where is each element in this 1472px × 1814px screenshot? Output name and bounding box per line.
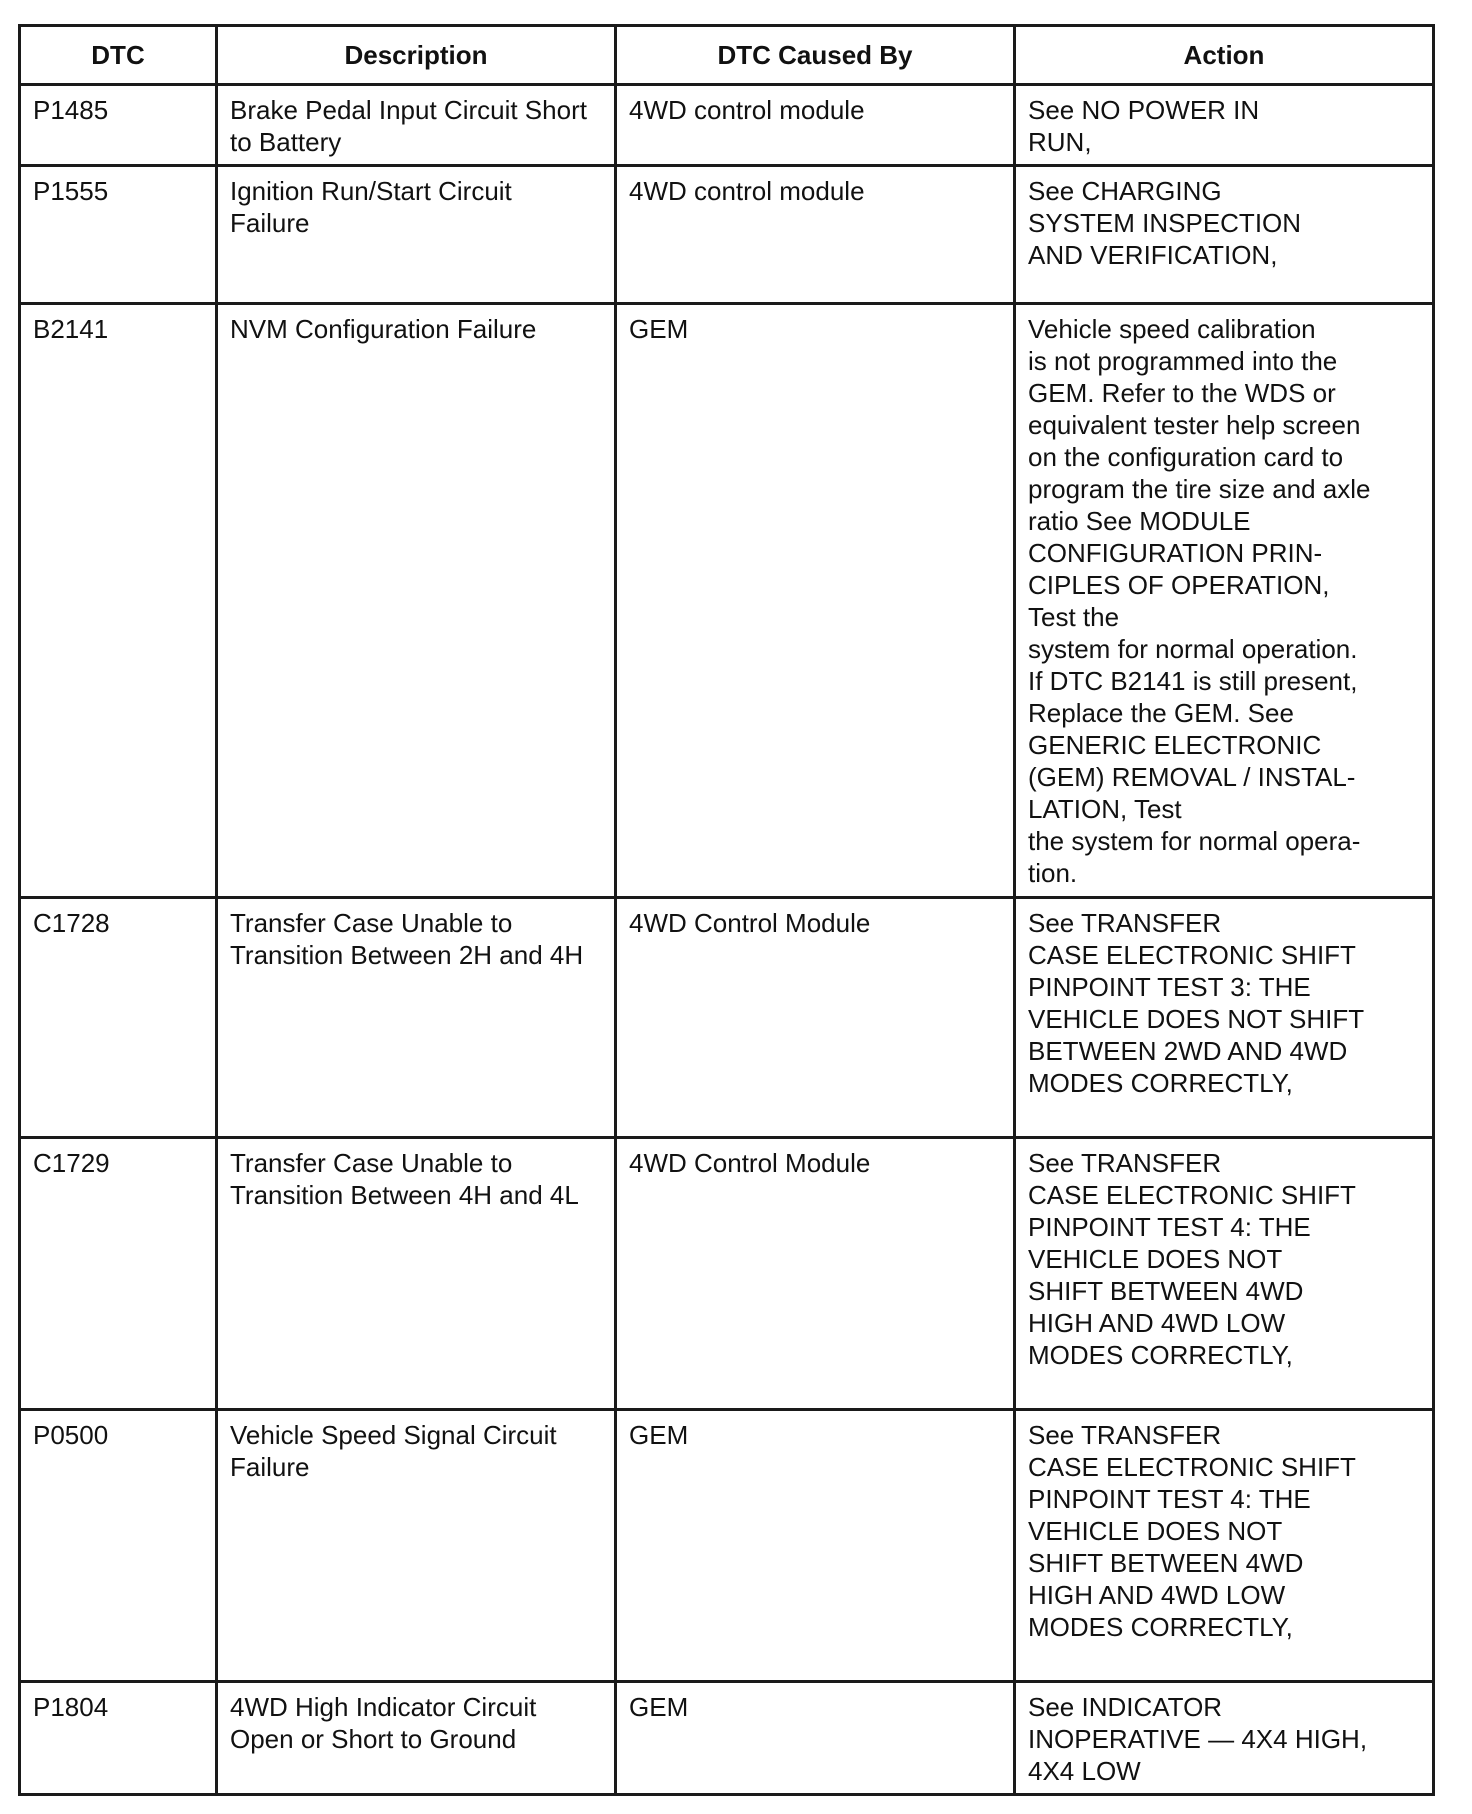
- dtc-action: See INDICATOR INOPERATIVE — 4X4 HIGH, 4X4 LOW: [1015, 1682, 1434, 1795]
- dtc-description: Brake Pedal Input Circuit Short to Battery: [217, 85, 616, 166]
- dtc-description: Ignition Run/Start Circuit Failure: [217, 166, 616, 304]
- table-row: [20, 166, 1434, 304]
- dtc-action: See TRANSFER CASE ELECTRONIC SHIFT PINPOINT TEST 3: THE VEHICLE DOES NOT SHIFT BETWEEN 2WD AND 4WD MODES CORRECTLY,: [1015, 898, 1434, 1138]
- table-row: [20, 304, 1434, 898]
- dtc-code: P1485: [20, 85, 217, 166]
- header-dtc: DTC: [20, 26, 217, 85]
- table-row: [20, 1410, 1434, 1682]
- dtc-action: See CHARGING SYSTEM INSPECTION AND VERIFICATION,: [1015, 166, 1434, 304]
- dtc-description: NVM Configuration Failure: [217, 304, 616, 898]
- dtc-action: See NO POWER IN RUN,: [1015, 85, 1434, 166]
- table-row: [20, 1682, 1434, 1795]
- dtc-caused-by: 4WD control module: [616, 166, 1015, 304]
- dtc-caused-by: 4WD Control Module: [616, 898, 1015, 1138]
- table-row: [20, 85, 1434, 166]
- table-row: [20, 1138, 1434, 1410]
- dtc-description: Vehicle Speed Signal Circuit Failure: [217, 1410, 616, 1682]
- table-row: [20, 898, 1434, 1138]
- header-description: Description: [217, 26, 616, 85]
- dtc-caused-by: 4WD control module: [616, 85, 1015, 166]
- dtc-action: Vehicle speed calibration is not programmed into the GEM. Refer to the WDS or equivalent tester help screen on the configuration card to program the tire size and axle ratio See MODULE CONFIGURATION PRIN- CIPLES OF OPERATION, Test the system for normal operation. If DTC B2141 is still present, Replace the GEM. See GENERIC ELECTRONIC (GEM) REMOVAL / INSTAL- LATION, Test the system for normal opera- tion.: [1015, 304, 1434, 898]
- dtc-description: Transfer Case Unable to Transition Between 4H and 4L: [217, 1138, 616, 1410]
- dtc-code: P0500: [20, 1410, 217, 1682]
- dtc-code: C1728: [20, 898, 217, 1138]
- document-page: [18, 24, 1432, 1784]
- dtc-code: B2141: [20, 304, 217, 898]
- dtc-description: 4WD High Indicator Circuit Open or Short to Ground: [217, 1682, 616, 1795]
- dtc-caused-by: GEM: [616, 1682, 1015, 1795]
- header-caused-by: DTC Caused By: [616, 26, 1015, 85]
- dtc-code: C1729: [20, 1138, 217, 1410]
- header-action: Action: [1015, 26, 1434, 85]
- dtc-code: P1804: [20, 1682, 217, 1795]
- dtc-table: [18, 24, 1435, 1796]
- dtc-caused-by: GEM: [616, 304, 1015, 898]
- dtc-caused-by: GEM: [616, 1410, 1015, 1682]
- dtc-action: See TRANSFER CASE ELECTRONIC SHIFT PINPOINT TEST 4: THE VEHICLE DOES NOT SHIFT BETWEEN 4WD HIGH AND 4WD LOW MODES CORRECTLY,: [1015, 1410, 1434, 1682]
- dtc-action: See TRANSFER CASE ELECTRONIC SHIFT PINPOINT TEST 4: THE VEHICLE DOES NOT SHIFT BETWEEN 4WD HIGH AND 4WD LOW MODES CORRECTLY,: [1015, 1138, 1434, 1410]
- table-header-row: [20, 26, 1434, 85]
- dtc-description: Transfer Case Unable to Transition Between 2H and 4H: [217, 898, 616, 1138]
- dtc-code: P1555: [20, 166, 217, 304]
- dtc-caused-by: 4WD Control Module: [616, 1138, 1015, 1410]
